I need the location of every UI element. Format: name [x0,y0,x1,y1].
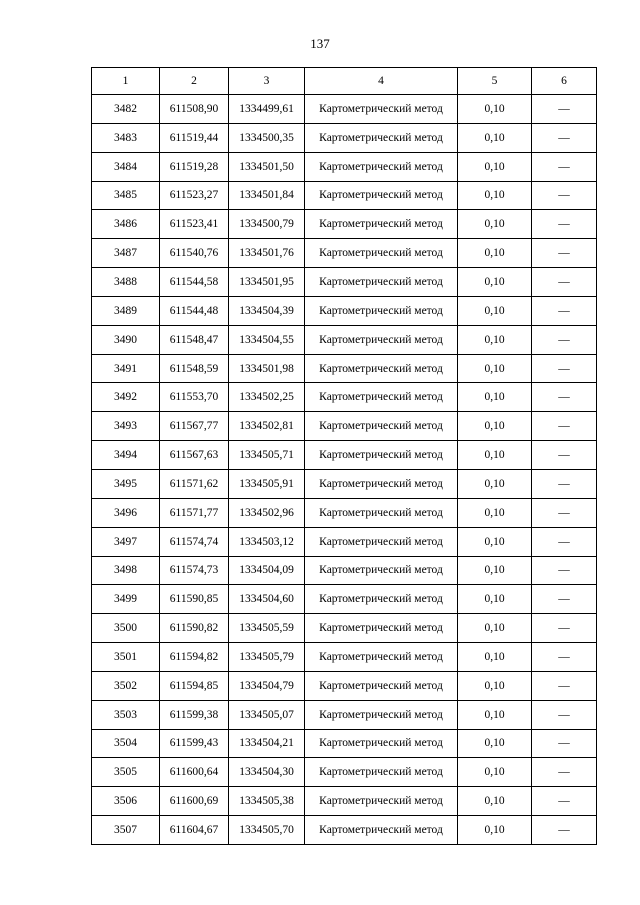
table-row [92,527,597,556]
table-row [92,95,597,124]
table-row [92,700,597,729]
method-cell: Картометрический метод [305,181,458,210]
table-row [92,210,597,239]
x-coordinate-cell: 611553,70 [160,383,229,412]
note-cell: — [532,671,597,700]
method-cell: Картометрический метод [305,556,458,585]
point-number-cell: 3503 [92,700,160,729]
method-cell: Картометрический метод [305,123,458,152]
method-cell: Картометрический метод [305,441,458,470]
accuracy-cell: 0,10 [458,268,532,297]
x-coordinate-cell: 611567,63 [160,441,229,470]
note-cell: — [532,210,597,239]
accuracy-cell: 0,10 [458,354,532,383]
accuracy-cell: 0,10 [458,787,532,816]
accuracy-cell: 0,10 [458,614,532,643]
column-header-2: 2 [160,68,229,95]
note-cell: — [532,816,597,845]
point-number-cell: 3496 [92,498,160,527]
y-coordinate-cell: 1334505,70 [229,816,305,845]
accuracy-cell: 0,10 [458,441,532,470]
point-number-cell: 3507 [92,816,160,845]
y-coordinate-cell: 1334501,95 [229,268,305,297]
y-coordinate-cell: 1334505,91 [229,469,305,498]
x-coordinate-cell: 611594,85 [160,671,229,700]
accuracy-cell: 0,10 [458,671,532,700]
y-coordinate-cell: 1334504,55 [229,325,305,354]
table-row [92,469,597,498]
column-header-6: 6 [532,68,597,95]
x-coordinate-cell: 611574,74 [160,527,229,556]
x-coordinate-cell: 611523,41 [160,210,229,239]
method-cell: Картометрический метод [305,210,458,239]
y-coordinate-cell: 1334501,84 [229,181,305,210]
table-row [92,816,597,845]
x-coordinate-cell: 611600,69 [160,787,229,816]
note-cell: — [532,296,597,325]
table-row [92,614,597,643]
method-cell: Картометрический метод [305,614,458,643]
note-cell: — [532,700,597,729]
method-cell: Картометрический метод [305,671,458,700]
point-number-cell: 3484 [92,152,160,181]
x-coordinate-cell: 611604,67 [160,816,229,845]
y-coordinate-cell: 1334504,79 [229,671,305,700]
point-number-cell: 3483 [92,123,160,152]
method-cell: Картометрический метод [305,585,458,614]
x-coordinate-cell: 611600,64 [160,758,229,787]
point-number-cell: 3494 [92,441,160,470]
note-cell: — [532,787,597,816]
method-cell: Картометрический метод [305,816,458,845]
point-number-cell: 3490 [92,325,160,354]
point-number-cell: 3493 [92,412,160,441]
y-coordinate-cell: 1334503,12 [229,527,305,556]
accuracy-cell: 0,10 [458,700,532,729]
y-coordinate-cell: 1334501,76 [229,239,305,268]
y-coordinate-cell: 1334500,79 [229,210,305,239]
x-coordinate-cell: 611519,28 [160,152,229,181]
table-row [92,325,597,354]
point-number-cell: 3504 [92,729,160,758]
method-cell: Картометрический метод [305,152,458,181]
method-cell: Картометрический метод [305,643,458,672]
y-coordinate-cell: 1334505,38 [229,787,305,816]
table-row [92,152,597,181]
table-row [92,643,597,672]
table-row [92,268,597,297]
note-cell: — [532,585,597,614]
point-number-cell: 3501 [92,643,160,672]
note-cell: — [532,181,597,210]
point-number-cell: 3506 [92,787,160,816]
method-cell: Картометрический метод [305,787,458,816]
accuracy-cell: 0,10 [458,527,532,556]
table-row [92,787,597,816]
note-cell: — [532,758,597,787]
y-coordinate-cell: 1334505,79 [229,643,305,672]
point-number-cell: 3505 [92,758,160,787]
table-row [92,498,597,527]
column-header-1: 1 [92,68,160,95]
note-cell: — [532,412,597,441]
accuracy-cell: 0,10 [458,239,532,268]
table-row [92,729,597,758]
point-number-cell: 3485 [92,181,160,210]
y-coordinate-cell: 1334501,50 [229,152,305,181]
y-coordinate-cell: 1334502,96 [229,498,305,527]
accuracy-cell: 0,10 [458,585,532,614]
table-row [92,239,597,268]
y-coordinate-cell: 1334502,25 [229,383,305,412]
method-cell: Картометрический метод [305,729,458,758]
method-cell: Картометрический метод [305,383,458,412]
accuracy-cell: 0,10 [458,325,532,354]
column-header-5: 5 [458,68,532,95]
note-cell: — [532,527,597,556]
point-number-cell: 3495 [92,469,160,498]
y-coordinate-cell: 1334499,61 [229,95,305,124]
x-coordinate-cell: 611548,59 [160,354,229,383]
accuracy-cell: 0,10 [458,123,532,152]
accuracy-cell: 0,10 [458,498,532,527]
point-number-cell: 3486 [92,210,160,239]
accuracy-cell: 0,10 [458,816,532,845]
note-cell: — [532,383,597,412]
note-cell: — [532,643,597,672]
table-body [92,95,597,845]
method-cell: Картометрический метод [305,325,458,354]
point-number-cell: 3482 [92,95,160,124]
point-number-cell: 3498 [92,556,160,585]
x-coordinate-cell: 611540,76 [160,239,229,268]
note-cell: — [532,556,597,585]
method-cell: Картометрический метод [305,412,458,441]
accuracy-cell: 0,10 [458,383,532,412]
point-number-cell: 3499 [92,585,160,614]
table-row [92,181,597,210]
point-number-cell: 3488 [92,268,160,297]
note-cell: — [532,123,597,152]
y-coordinate-cell: 1334502,81 [229,412,305,441]
y-coordinate-cell: 1334505,59 [229,614,305,643]
point-number-cell: 3502 [92,671,160,700]
y-coordinate-cell: 1334504,39 [229,296,305,325]
table-row [92,585,597,614]
note-cell: — [532,614,597,643]
y-coordinate-cell: 1334505,07 [229,700,305,729]
note-cell: — [532,469,597,498]
x-coordinate-cell: 611590,82 [160,614,229,643]
accuracy-cell: 0,10 [458,469,532,498]
accuracy-cell: 0,10 [458,210,532,239]
method-cell: Картометрический метод [305,354,458,383]
page-number: 137 [310,36,330,51]
coordinates-table [91,67,597,845]
point-number-cell: 3491 [92,354,160,383]
accuracy-cell: 0,10 [458,758,532,787]
method-cell: Картометрический метод [305,700,458,729]
point-number-cell: 3487 [92,239,160,268]
table-row [92,354,597,383]
note-cell: — [532,441,597,470]
table-row [92,758,597,787]
note-cell: — [532,268,597,297]
x-coordinate-cell: 611567,77 [160,412,229,441]
note-cell: — [532,325,597,354]
y-coordinate-cell: 1334500,35 [229,123,305,152]
table-row [92,296,597,325]
point-number-cell: 3497 [92,527,160,556]
x-coordinate-cell: 611544,48 [160,296,229,325]
table-row [92,556,597,585]
y-coordinate-cell: 1334504,21 [229,729,305,758]
accuracy-cell: 0,10 [458,729,532,758]
method-cell: Картометрический метод [305,296,458,325]
table-row [92,123,597,152]
accuracy-cell: 0,10 [458,643,532,672]
note-cell: — [532,95,597,124]
x-coordinate-cell: 611599,43 [160,729,229,758]
x-coordinate-cell: 611544,58 [160,268,229,297]
column-header-4: 4 [305,68,458,95]
x-coordinate-cell: 611594,82 [160,643,229,672]
note-cell: — [532,152,597,181]
accuracy-cell: 0,10 [458,152,532,181]
y-coordinate-cell: 1334501,98 [229,354,305,383]
method-cell: Картометрический метод [305,268,458,297]
table-row [92,412,597,441]
y-coordinate-cell: 1334504,30 [229,758,305,787]
method-cell: Картометрический метод [305,469,458,498]
column-header-3: 3 [229,68,305,95]
x-coordinate-cell: 611571,62 [160,469,229,498]
note-cell: — [532,729,597,758]
y-coordinate-cell: 1334504,60 [229,585,305,614]
table-row [92,671,597,700]
point-number-cell: 3489 [92,296,160,325]
accuracy-cell: 0,10 [458,412,532,441]
note-cell: — [532,498,597,527]
accuracy-cell: 0,10 [458,556,532,585]
table-row [92,383,597,412]
x-coordinate-cell: 611508,90 [160,95,229,124]
method-cell: Картометрический метод [305,95,458,124]
x-coordinate-cell: 611574,73 [160,556,229,585]
x-coordinate-cell: 611523,27 [160,181,229,210]
x-coordinate-cell: 611599,38 [160,700,229,729]
accuracy-cell: 0,10 [458,95,532,124]
x-coordinate-cell: 611571,77 [160,498,229,527]
table-row [92,441,597,470]
x-coordinate-cell: 611548,47 [160,325,229,354]
method-cell: Картометрический метод [305,758,458,787]
point-number-cell: 3500 [92,614,160,643]
table-header-row [92,68,597,95]
note-cell: — [532,239,597,268]
y-coordinate-cell: 1334505,71 [229,441,305,470]
method-cell: Картометрический метод [305,527,458,556]
x-coordinate-cell: 611590,85 [160,585,229,614]
method-cell: Картометрический метод [305,498,458,527]
x-coordinate-cell: 611519,44 [160,123,229,152]
note-cell: — [532,354,597,383]
point-number-cell: 3492 [92,383,160,412]
accuracy-cell: 0,10 [458,181,532,210]
method-cell: Картометрический метод [305,239,458,268]
y-coordinate-cell: 1334504,09 [229,556,305,585]
accuracy-cell: 0,10 [458,296,532,325]
